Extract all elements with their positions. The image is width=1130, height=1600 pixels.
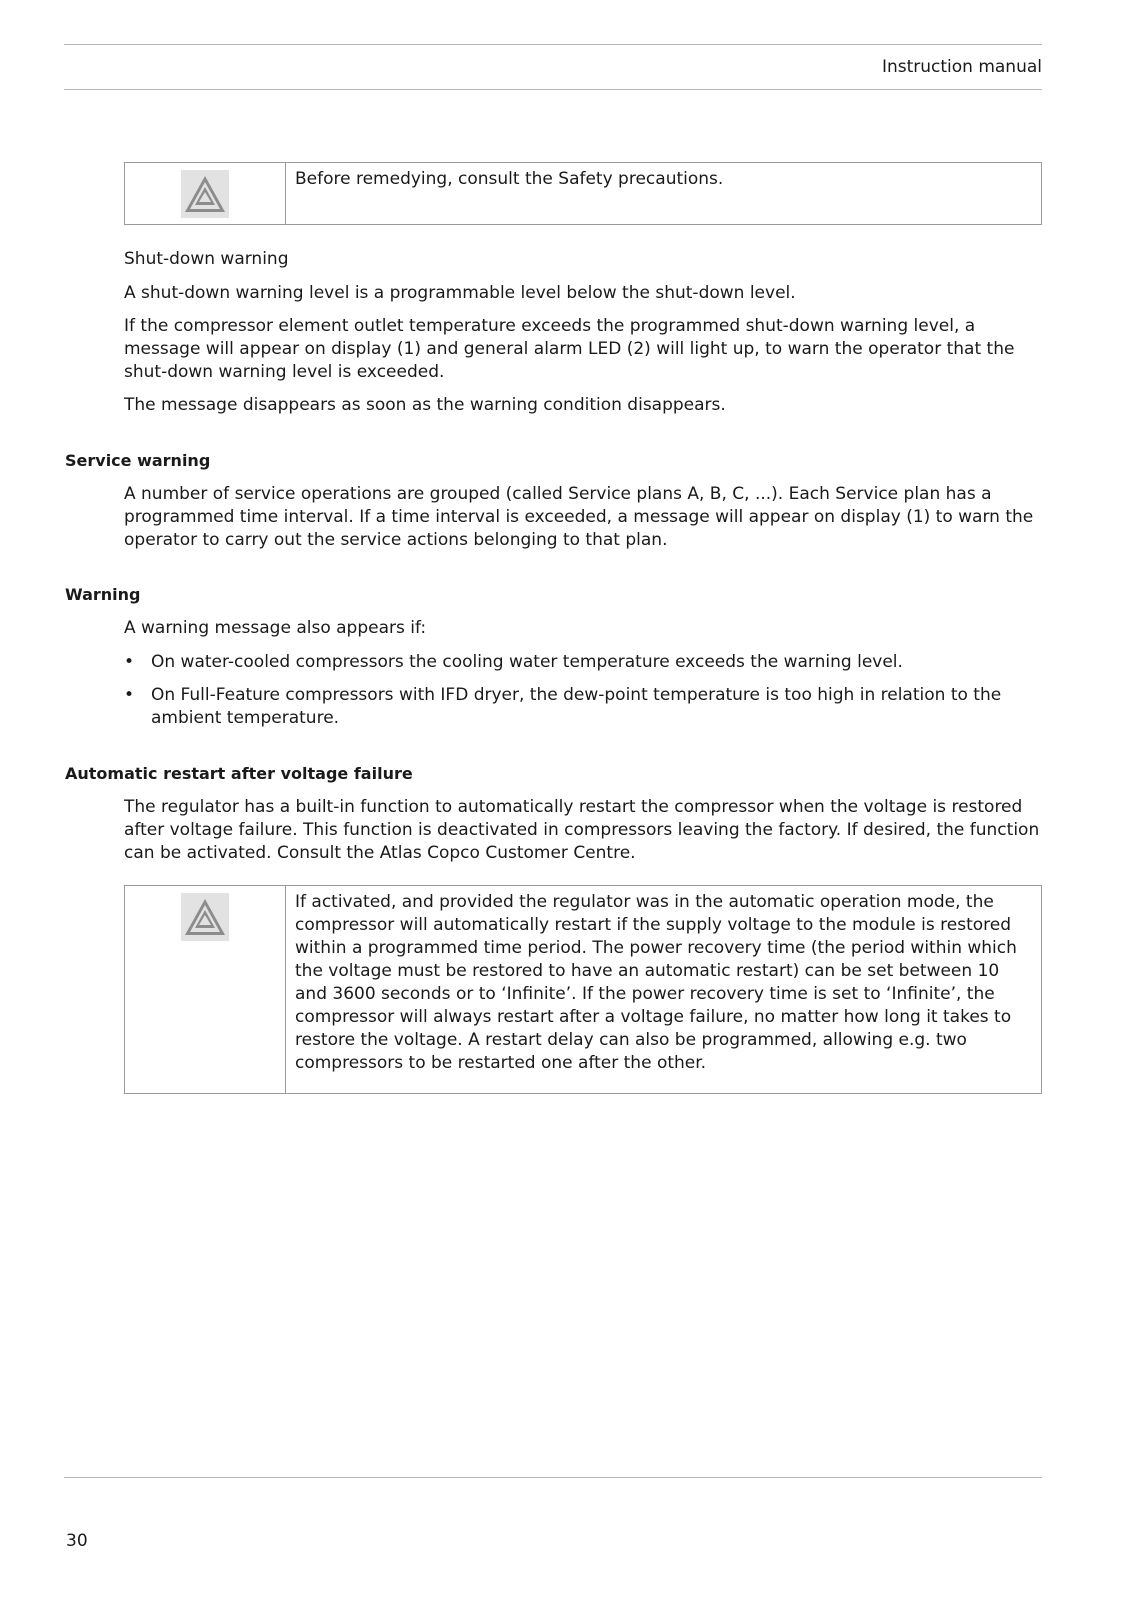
section-heading-warning: Warning [65,585,141,604]
bullet-dot: • [124,652,135,672]
shutdown-warning-para: If the compressor element outlet temperature exceeds the programmed shut-down warning level, a message will appear on display (1) and general alarm LED (2) will light up, to warn the operator that the shut-down warning level is exceeded. [124,316,1015,382]
section-heading-service-warning: Service warning [65,451,211,470]
shutdown-warning-para: A shut-down warning level is a programmable level below the shut-down level. [124,283,796,303]
list-item-text: On water-cooled compressors the cooling water temperature exceeds the warning level. [151,652,903,672]
bullet-dot: • [124,685,135,705]
safety-notice-box [124,162,1042,225]
list-item-text: On Full-Feature compressors with IFD dryer, the dew-point temperature is too high in relation to the ambient temperature. [151,685,1002,728]
auto-restart-notice-box [124,885,1042,1094]
notice-icon-cell [125,163,286,224]
list-item [124,684,1042,730]
warning-intro: A warning message also appears if: [124,618,427,638]
warning-triangle-icon [181,893,229,941]
notice-text: Before remedying, consult the Safety precautions. [295,169,724,189]
page-number: 30 [66,1531,88,1551]
shutdown-warning-title: Shut-down warning [124,249,289,269]
list-item [124,651,1042,674]
service-warning-text: A number of service operations are grouped (called Service plans A, B, C, ...). Each Service plan has a programmed time interval. If a time interval is exceeded, a message will appear on display (1) to warn the operator to carry out the service actions belonging to that plan. [124,484,1034,550]
header-bottom-rule [64,89,1042,90]
warning-triangle-icon [181,170,229,218]
section-heading-auto-restart: Automatic restart after voltage failure [65,764,413,783]
footer-rule [64,1477,1042,1478]
notice-text: If activated, and provided the regulator was in the automatic operation mode, the compressor will automatically restart if the supply voltage to the module is restored within a programmed time period. The power recovery time (the period within which the voltage must be restored to have an automatic restart) can be set between 10 and 3600 seconds or to ‘Infinite’. If the power recovery time is set to ‘Infinite’, the compressor will always restart after a voltage failure, no matter how long it takes to restore the voltage. A restart delay can also be programmed, allowing e.g. two compressors to be restarted one after the other. [295,892,1017,1073]
header-top-rule [64,44,1042,45]
notice-icon-cell [125,886,286,1093]
shutdown-warning-para: The message disappears as soon as the warning condition disappears. [124,395,726,415]
header-title: Instruction manual [881,57,1042,77]
auto-restart-text: The regulator has a built-in function to automatically restart the compressor when the voltage is restored after voltage failure. This function is deactivated in compressors leaving the factory. If desired, the function can be activated. Consult the Atlas Copco Customer Centre. [124,797,1040,863]
